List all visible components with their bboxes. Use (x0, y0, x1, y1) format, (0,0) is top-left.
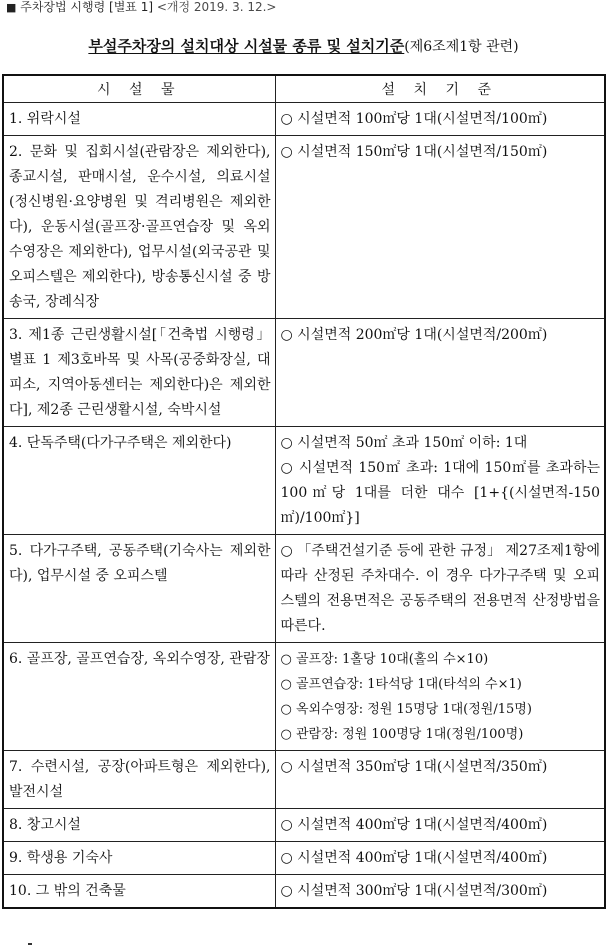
table-row (3, 751, 605, 809)
facility-cell: 5. 다가구주택, 공동주택(기숙사는 제외한다), 업무시설 중 오피스텔 (3, 535, 275, 643)
standard-item: ○ 시설면적 200㎡당 1대(시설면적/200㎡) (280, 327, 548, 343)
standard-cell (275, 427, 605, 535)
standard-cell (275, 319, 605, 427)
standard-item: ○ 시설면적 150㎡ 초과: 1대에 150㎡를 초과하는 100㎡당 1대를 더한 대수 [1+{(시설면적-150㎡)/100㎡}] (280, 460, 600, 526)
parking-standards-table (2, 74, 606, 909)
law-reference: 주차장법 시행령 [별표 1] (20, 0, 154, 14)
standard-item: ○ 시설면적 100㎡당 1대(시설면적/100㎡) (280, 111, 548, 127)
standard-cell (275, 842, 605, 875)
document-header (6, 0, 276, 16)
header-facility: 시 설 물 (3, 75, 275, 103)
table-row (3, 643, 605, 751)
facility-cell: 9. 학생용 기숙사 (3, 842, 275, 875)
standard-item: ○ 관람장: 정원 100명당 1대(정원/100명) (280, 727, 524, 742)
table-header-row (3, 75, 605, 103)
standard-item: ○ 「주택건설기준 등에 관한 규정」 제27조제1항에 따라 산정된 주차대수. 이 경우 다가구주택 및 오피스텔의 전용면적은 공동주택의 전용면적 산정방법을 따른다. (280, 543, 600, 634)
standard-cell (275, 875, 605, 909)
page-edge-mark (28, 943, 32, 945)
standard-item: ○ 시설면적 350㎡당 1대(시설면적/350㎡) (280, 759, 548, 775)
table-row (3, 809, 605, 842)
standard-item: ○ 시설면적 300㎡당 1대(시설면적/300㎡) (280, 883, 548, 899)
table-row (3, 103, 605, 136)
standard-cell (275, 103, 605, 136)
table-row (3, 427, 605, 535)
facility-cell: 1. 위락시설 (3, 103, 275, 136)
table-row (3, 875, 605, 909)
table-row (3, 319, 605, 427)
standard-item: ○ 시설면적 150㎡당 1대(시설면적/150㎡) (280, 144, 548, 160)
facility-cell: 7. 수련시설, 공장(아파트형은 제외한다), 발전시설 (3, 751, 275, 809)
standard-cell (275, 809, 605, 842)
standard-item: ○ 옥외수영장: 정원 15명당 1대(정원/15명) (280, 702, 532, 717)
facility-cell: 3. 제1종 근린생활시설[「건축법 시행령」 별표 1 제3호바목 및 사목(공중화장실, 대피소, 지역아동센터는 제외한다)은 제외한다], 제2종 근린생활시설, 숙박시설 (3, 319, 275, 427)
standard-item: ○ 골프장: 1홀당 10대(홀의 수×10) (280, 652, 489, 667)
table-row (3, 136, 605, 319)
document-title (0, 36, 607, 57)
standard-cell (275, 643, 605, 751)
facility-cell: 2. 문화 및 집회시설(관람장은 제외한다), 종교시설, 판매시설, 운수시설, 의료시설(정신병원·요양병원 및 격리병원은 제외한다), 운동시설(골프장·골프연습장 및 옥외수영장은 제외한다), 업무시설(외국공관 및 오피스텔은 제외한다), 방송통신시설 중 방송국, 장례식장 (3, 136, 275, 319)
header-standard: 설 치 기 준 (275, 75, 605, 103)
standard-item: ○ 시설면적 400㎡당 1대(시설면적/400㎡) (280, 850, 548, 866)
facility-cell: 10. 그 밖의 건축물 (3, 875, 275, 909)
facility-cell: 8. 창고시설 (3, 809, 275, 842)
standard-item: ○ 시설면적 400㎡당 1대(시설면적/400㎡) (280, 817, 548, 833)
standard-item: ○ 시설면적 50㎡ 초과 150㎡ 이하: 1대 (280, 435, 528, 451)
title-article-ref: (제6조제1항 관련) (404, 39, 519, 55)
standard-item: ○ 골프연습장: 1타석당 1대(타석의 수×1) (280, 677, 522, 692)
facility-cell: 6. 골프장, 골프연습장, 옥외수영장, 관람장 (3, 643, 275, 751)
standard-cell (275, 751, 605, 809)
facility-cell: 4. 단독주택(다가구주택은 제외한다) (3, 427, 275, 535)
standard-cell (275, 535, 605, 643)
table-row (3, 842, 605, 875)
square-bullet-icon: ■ (6, 1, 17, 14)
table-row (3, 535, 605, 643)
revision-date: <개정 2019. 3. 12.> (156, 0, 277, 14)
title-main: 부설주차장의 설치대상 시설물 종류 및 설치기준 (88, 37, 405, 55)
standard-cell (275, 136, 605, 319)
